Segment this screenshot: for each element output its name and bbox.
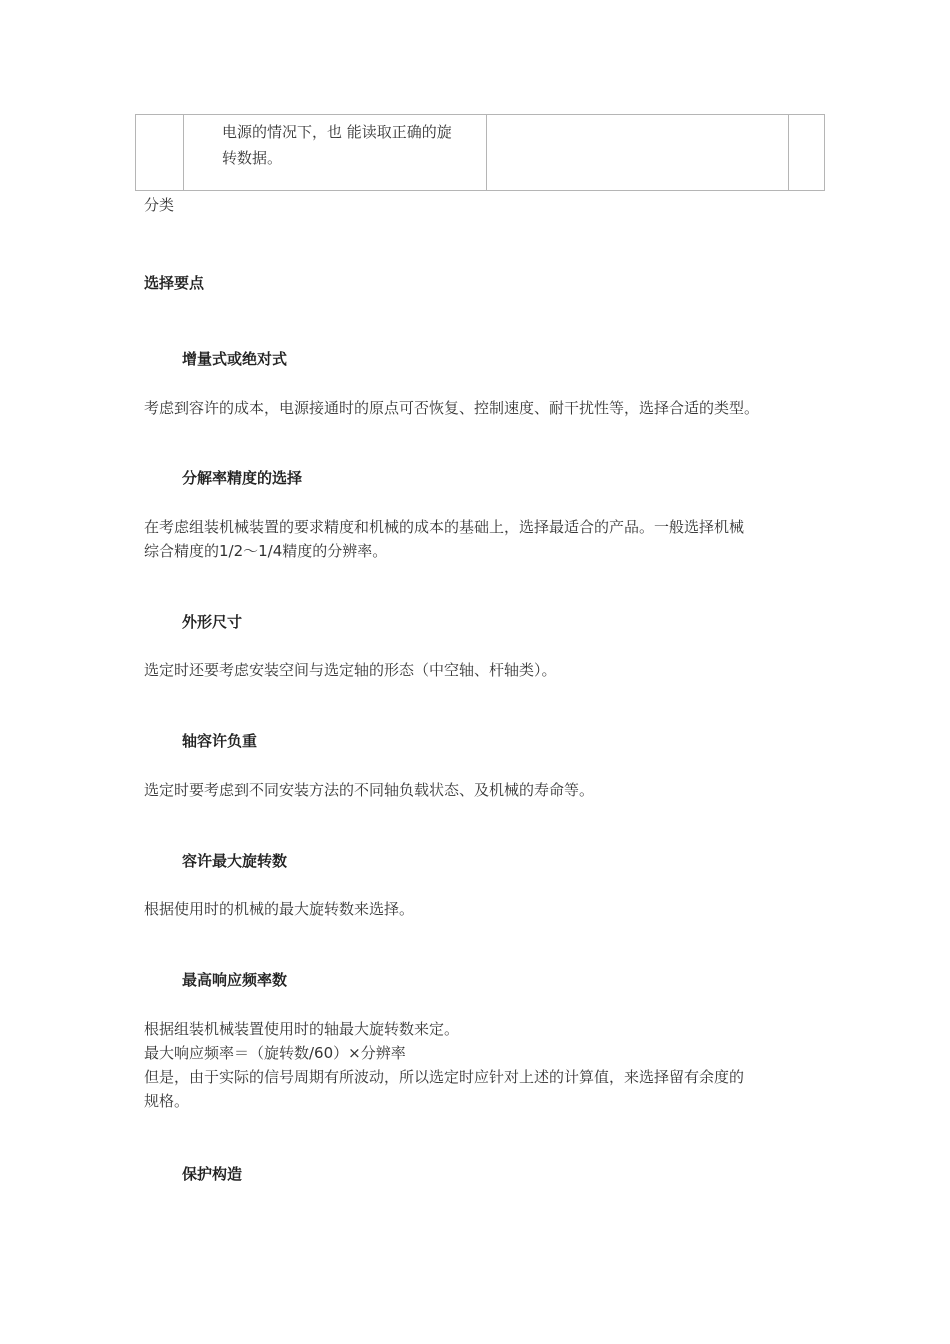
section-title: 选择要点 — [144, 274, 205, 292]
paragraph-response-frequency — [144, 1017, 814, 1113]
paragraph-line: 综合精度的1/2～1/4精度的分辨率。 — [144, 542, 388, 560]
paragraph-line: 但是，由于实际的信号周期有所波动，所以选定时应针对上述的计算值，来选择留有余度的 — [144, 1068, 745, 1086]
paragraph-line: 选定时还要考虑安装空间与选定轴的形态（中空轴、杆轴类）。 — [144, 661, 557, 679]
paragraph-line: 选定时要考虑到不同安装方法的不同轴负载状态、及机械的寿命等。 — [144, 781, 595, 799]
table-cell-line: 转数据。 — [222, 149, 283, 167]
paragraph-resolution — [144, 515, 814, 563]
table-cell-empty-middle — [487, 115, 789, 191]
table-cell-empty-right — [789, 115, 825, 191]
paragraph-shaft-load — [144, 778, 814, 802]
paragraph-incremental-absolute — [144, 396, 814, 420]
table-cell-line: 电源的情况下，也 能读取正确的旋 — [222, 123, 452, 141]
paragraph-line: 考虑到容许的成本，电源接通时的原点可否恢复、控制速度、耐干扰性等，选择合适的类型。 — [144, 399, 760, 417]
paragraph-line: 规格。 — [144, 1092, 190, 1110]
table-cell-description — [184, 115, 487, 191]
paragraph-line: 在考虑组装机械装置的要求精度和机械的成本的基础上，选择最适合的产品。一般选择机械 — [144, 518, 745, 536]
paragraph-line: 根据组装机械装置使用时的轴最大旋转数来定。 — [144, 1020, 460, 1038]
sub-heading-response-frequency: 最高响应频率数 — [182, 971, 288, 989]
paragraph-line: 最大响应频率＝（旋转数/60）×分辨率 — [144, 1044, 406, 1062]
sub-heading-shaft-load: 轴容许负重 — [182, 732, 258, 750]
sub-heading-max-rotation: 容许最大旋转数 — [182, 852, 288, 870]
sub-heading-resolution: 分解率精度的选择 — [182, 469, 303, 487]
category-label: 分类 — [144, 196, 175, 214]
paragraph-line: 根据使用时的机械的最大旋转数来选择。 — [144, 900, 415, 918]
sub-heading-dimensions: 外形尺寸 — [182, 613, 243, 631]
sub-heading-incremental-absolute: 增量式或绝对式 — [182, 350, 288, 368]
paragraph-dimensions — [144, 658, 814, 682]
paragraph-max-rotation — [144, 897, 814, 921]
spec-table — [135, 114, 825, 191]
sub-heading-protection: 保护构造 — [182, 1165, 243, 1183]
table-row — [136, 115, 825, 191]
table-cell-empty-left — [136, 115, 184, 191]
